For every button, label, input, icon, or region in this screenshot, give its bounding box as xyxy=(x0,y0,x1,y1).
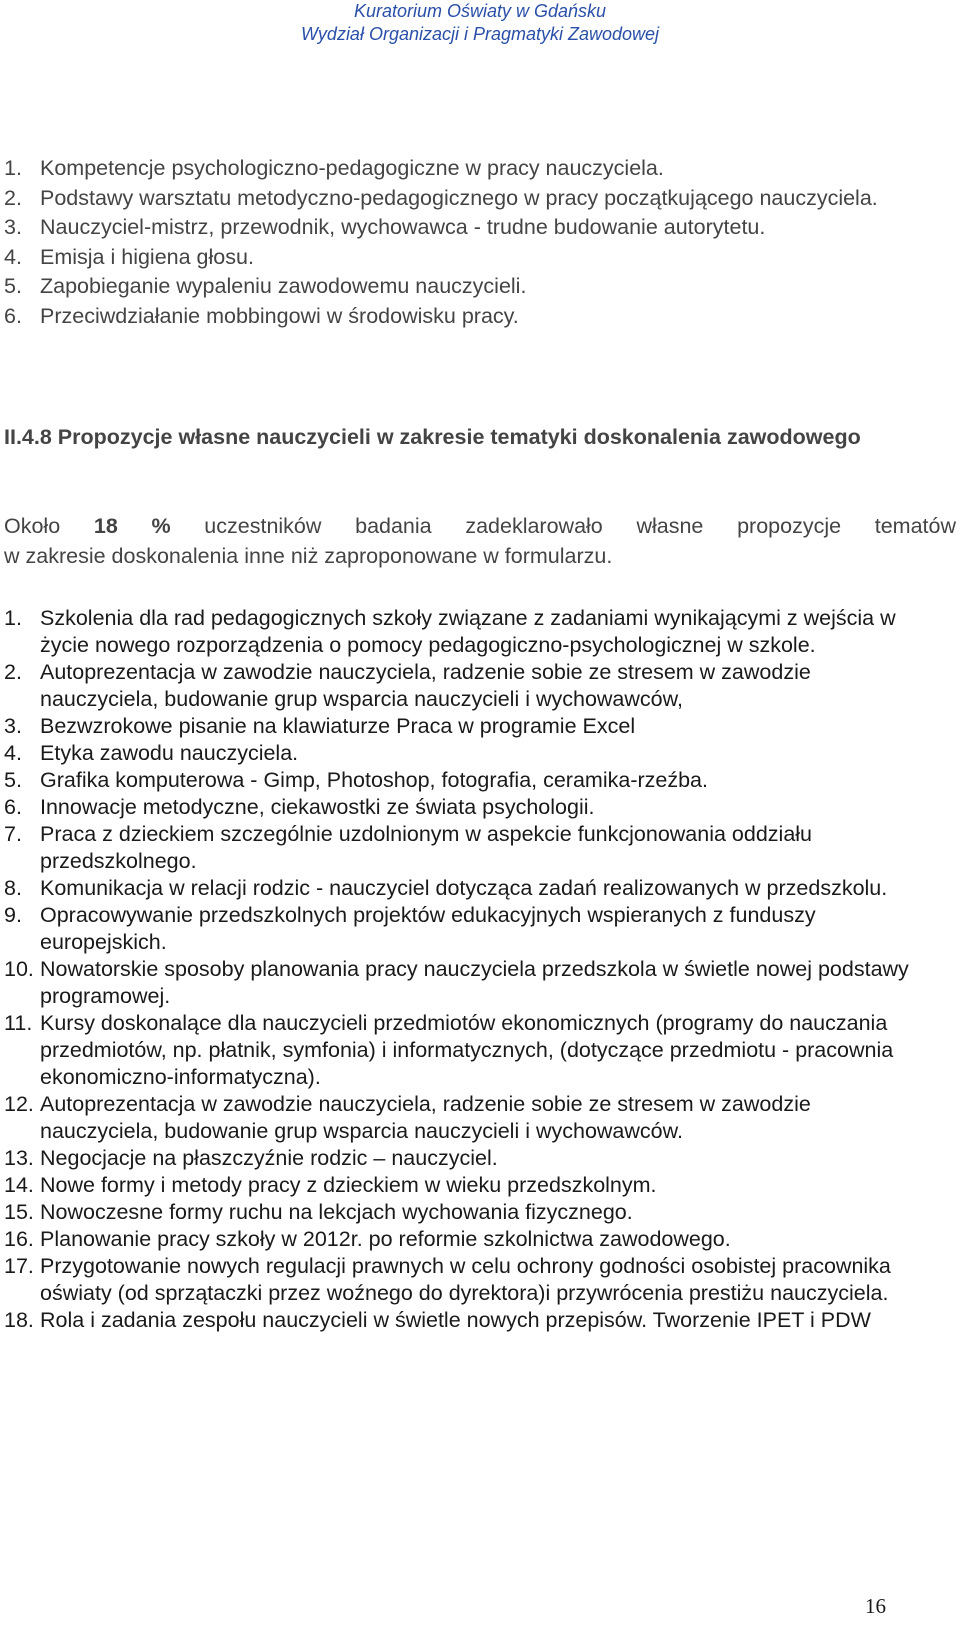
intro-line-1 xyxy=(4,511,956,541)
intro-line-1-rest: uczestników badania zadeklarowało własne propozycje tematów xyxy=(170,514,957,538)
list-item xyxy=(0,1226,930,1253)
list-item-text: Nowe formy i metody pracy z dzieckiem w wieku przedszkolnym. xyxy=(40,1173,657,1197)
list-item xyxy=(0,794,930,821)
list-item-text: Autoprezentacja w zawodzie nauczyciela, radzenie sobie ze stresem w zawodzie nauczyciela, budowanie grup wsparcia nauczycieli i wychowawców, xyxy=(40,660,811,711)
list-item xyxy=(0,1253,930,1307)
intro-line-2: w zakresie doskonalenia inne niż zaproponowane w formularzu. xyxy=(4,544,613,568)
list-item-number: 14. xyxy=(4,1173,34,1197)
list-item-text: Podstawy warsztatu metodyczno-pedagogicznego w pracy początkującego nauczyciela. xyxy=(40,185,878,210)
list-item xyxy=(0,740,930,767)
intro-prefix: Około xyxy=(4,514,94,538)
list-item-number: 5. xyxy=(4,274,22,298)
list-item-text: Komunikacja w relacji rodzic - nauczyciel dotycząca zadań realizowanych w przedszkolu. xyxy=(40,876,888,900)
list-item-number: 7. xyxy=(4,822,22,846)
list-item xyxy=(0,184,900,214)
list-item xyxy=(0,154,900,184)
list-item-number: 6. xyxy=(4,795,22,819)
list-item-text: Emisja i higiena głosu. xyxy=(40,244,254,269)
list-item-text: Szkolenia dla rad pedagogicznych szkoły związane z zadaniami wynikającymi z wejścia w życie nowego rozporządzenia o pomocy pedagogiczno-psychologicznej w szkole. xyxy=(40,606,896,657)
list-item xyxy=(0,956,930,1010)
list-item-number: 13. xyxy=(4,1146,34,1170)
list-item-text: Etyka zawodu nauczyciela. xyxy=(40,741,299,765)
intro-percentage: 18 % xyxy=(93,514,171,538)
header-department: Wydział Organizacji i Pragmatyki Zawodowej xyxy=(300,24,660,44)
list-item-number: 17. xyxy=(4,1254,34,1278)
list-item-number: 11. xyxy=(4,1011,33,1035)
list-item-text: Opracowywanie przedszkolnych projektów edukacyjnych wspieranych z funduszy europejskich. xyxy=(40,903,816,954)
proposed-topics-list xyxy=(0,605,930,1334)
list-item-number: 3. xyxy=(4,714,22,738)
list-item-number: 15. xyxy=(4,1200,34,1224)
list-item-number: 1. xyxy=(4,156,22,180)
page-number: 16 xyxy=(865,1594,886,1618)
list-item-number: 16. xyxy=(4,1227,34,1251)
list-item xyxy=(0,659,930,713)
list-item-number: 4. xyxy=(4,244,22,269)
list-item-number: 8. xyxy=(4,876,22,900)
list-item xyxy=(0,821,930,875)
list-item xyxy=(0,1307,930,1334)
list-item-number: 18. xyxy=(4,1308,34,1332)
list-item xyxy=(0,875,930,902)
list-item-number: 9. xyxy=(4,903,22,927)
list-item xyxy=(0,272,900,302)
list-item xyxy=(0,243,900,273)
list-item xyxy=(0,1010,930,1091)
list-item-text: Negocjacje na płaszczyźnie rodzic – nauczyciel. xyxy=(40,1146,498,1170)
list-item xyxy=(0,1091,930,1145)
list-item xyxy=(0,605,930,659)
section-heading: II.4.8 Propozycje własne nauczycieli w zakresie tematyki doskonalenia zawodowego xyxy=(4,425,861,449)
list-item-text: Przygotowanie nowych regulacji prawnych w celu ochrony godności osobistej pracownika oświaty (od sprzątaczki przez woźnego do dyrektora)i przywrócenia prestiżu nauczyciela. xyxy=(40,1254,891,1305)
list-item-number: 2. xyxy=(4,660,22,684)
list-item-text: Bezwzrokowe pisanie na klawiaturze Praca w programie Excel xyxy=(40,714,636,738)
list-item-text: Kompetencje psychologiczno-pedagogiczne w pracy nauczyciela. xyxy=(40,156,664,180)
list-item xyxy=(0,213,900,243)
list-item-text: Autoprezentacja w zawodzie nauczyciela, radzenie sobie ze stresem w zawodzie nauczyciela, budowanie grup wsparcia nauczycieli i wychowawców. xyxy=(40,1092,811,1143)
top-topic-list xyxy=(0,154,900,331)
list-item-number: 1. xyxy=(4,606,22,630)
list-item-text: Rola i zadania zespołu nauczycieli w świetle nowych przepisów. Tworzenie IPET i PDW xyxy=(40,1308,871,1332)
list-item-text: Innowacje metodyczne, ciekawostki ze świata psychologii. xyxy=(40,795,595,819)
list-item-number: 10. xyxy=(4,957,34,981)
list-item-number: 4. xyxy=(4,741,22,765)
list-item xyxy=(0,1199,930,1226)
page-header xyxy=(0,0,960,46)
list-item xyxy=(0,1145,930,1172)
list-item-number: 2. xyxy=(4,185,22,210)
list-item-number: 6. xyxy=(4,303,22,328)
list-item-text: Nauczyciel-mistrz, przewodnik, wychowawca - trudne budowanie autorytetu. xyxy=(40,215,766,239)
section-intro xyxy=(4,511,956,571)
list-item-number: 5. xyxy=(4,768,22,792)
list-item-text: Przeciwdziałanie mobbingowi w środowisku pracy. xyxy=(40,303,519,328)
list-item xyxy=(0,713,930,740)
list-item xyxy=(0,302,900,332)
list-item xyxy=(0,767,930,794)
list-item-text: Nowatorskie sposoby planowania pracy nauczyciela przedszkola w świetle nowej podstawy programowej. xyxy=(40,957,909,1008)
list-item-text: Kursy doskonalące dla nauczycieli przedmiotów ekonomicznych (programy do nauczania przedmiotów, np. płatnik, symfonia) i informatycznych, (dotyczące przedmiotu - pracownia ekonomiczno-informatyczna). xyxy=(40,1011,894,1089)
list-item-text: Nowoczesne formy ruchu na lekcjach wychowania fizycznego. xyxy=(40,1200,633,1224)
header-institution: Kuratorium Oświaty w Gdańsku xyxy=(353,1,607,21)
list-item-text: Grafika komputerowa - Gimp, Photoshop, fotografia, ceramika-rzeźba. xyxy=(40,768,708,792)
list-item-number: 3. xyxy=(4,215,22,239)
list-item-number: 12. xyxy=(4,1092,34,1116)
list-item xyxy=(0,1172,930,1199)
list-item-text: Zapobieganie wypaleniu zawodowemu nauczycieli. xyxy=(40,274,527,298)
list-item-text: Praca z dzieckiem szczególnie uzdolnionym w aspekcie funkcjonowania oddziału przedszkolnego. xyxy=(40,822,813,873)
list-item-text: Planowanie pracy szkoły w 2012r. po reformie szkolnictwa zawodowego. xyxy=(40,1227,731,1251)
list-item xyxy=(0,902,930,956)
